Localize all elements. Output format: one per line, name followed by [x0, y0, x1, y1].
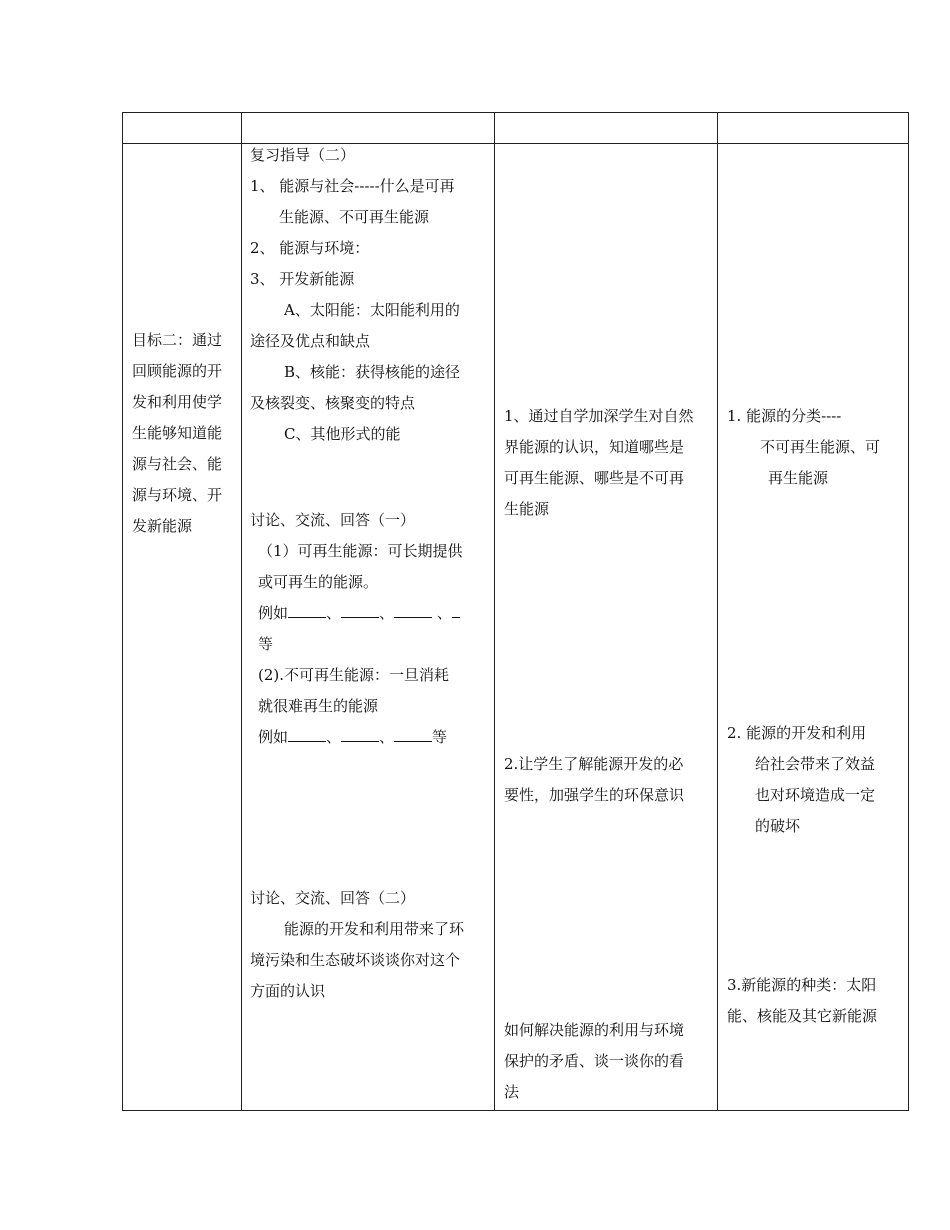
objective-2-line: 要性，加强学生的环保意识: [504, 786, 685, 804]
review-item-1: 1、 能源与社会-----什么是可再: [250, 177, 455, 195]
nonrenewable-definition: (2).不可再生能源：一旦消耗: [258, 666, 450, 684]
discussion-2-text-cont: 境污染和生态破坏谈谈你对这个: [250, 951, 461, 969]
solar-energy-line-cont: 途径及优点和缺点: [250, 332, 371, 350]
summary-1-line: 1. 能源的分类----: [727, 407, 842, 425]
objective-cell: [495, 144, 717, 1110]
goal-line: 源与环境、开: [132, 486, 223, 504]
fill-blank[interactable]: [288, 727, 326, 742]
summary-cell: [718, 144, 908, 1110]
objective-1-line: 界能源的认识，知道哪些是: [504, 438, 685, 456]
question-line: 法: [504, 1083, 520, 1101]
examples-prefix: 例如: [258, 604, 289, 622]
summary-2-line: 2. 能源的开发和利用: [727, 724, 867, 742]
separator: 、: [436, 604, 452, 622]
separator: 、: [326, 728, 342, 746]
nuclear-energy-line: B、核能：获得核能的途径: [284, 363, 461, 381]
examples-etc: 等: [258, 635, 274, 653]
objective-1-line: 1、通过自学加深学生对自然: [504, 407, 694, 425]
goal-cell: [123, 144, 241, 1110]
examples-prefix: 例如: [258, 728, 289, 746]
review-cell: [242, 144, 494, 1110]
fill-blank[interactable]: [341, 727, 379, 742]
other-energy-line: C、其他形式的能: [284, 425, 401, 443]
goal-line: 发和利用使学: [132, 393, 223, 411]
summary-1-line: 不可再生能源、可: [760, 438, 881, 456]
renewable-definition-cont: 或可再生的能源。: [258, 573, 379, 591]
summary-2-line: 也对环境造成一定: [755, 786, 876, 804]
fill-blank[interactable]: [394, 727, 432, 742]
separator: 、: [379, 604, 395, 622]
summary-1-line: 再生能源: [768, 469, 829, 487]
review-item-2: 2、 能源与环境：: [250, 239, 370, 257]
summary-3-line: 能、核能及其它新能源: [727, 1007, 878, 1025]
fill-blank[interactable]: [341, 603, 379, 618]
renewable-definition: （1）可再生能源：可长期提供: [258, 542, 463, 560]
discussion-1-title: 讨论、交流、回答（一）: [250, 511, 416, 529]
review-item-3: 3、 开发新能源: [250, 270, 355, 288]
summary-3-line: 3.新能源的种类：太阳: [727, 976, 877, 994]
objective-1-line: 生能源: [504, 500, 550, 518]
goal-line: 源与社会、能: [132, 455, 223, 473]
goal-line: 生能够知道能: [132, 424, 223, 442]
summary-2-line: 给社会带来了效益: [755, 755, 876, 773]
nuclear-energy-line-cont: 及核裂变、核聚变的特点: [250, 394, 416, 412]
goal-line: 回顾能源的开: [132, 362, 223, 380]
table-border-right: [908, 112, 909, 1111]
separator: 、: [379, 728, 395, 746]
renewable-examples: [258, 603, 460, 623]
question-line: 保护的矛盾、谈一谈你的看: [504, 1052, 685, 1070]
discussion-2-title: 讨论、交流、回答（二）: [250, 889, 416, 907]
fill-blank[interactable]: [394, 603, 432, 618]
review-item-1-cont: 生能源、不可再生能源: [279, 208, 430, 226]
objective-2-line: 2.让学生了解能源开发的必: [504, 755, 684, 773]
solar-energy-line: A、太阳能：太阳能利用的: [284, 301, 460, 319]
nonrenewable-examples: [258, 727, 447, 747]
separator: 、: [326, 604, 342, 622]
question-line: 如何解决能源的利用与环境: [504, 1021, 685, 1039]
objective-1-line: 可再生能源、哪些是不可再: [504, 469, 685, 487]
goal-line: 目标二：通过: [132, 331, 223, 349]
goal-line: 发新能源: [132, 517, 193, 535]
examples-etc: 等: [432, 728, 448, 746]
nonrenewable-definition-cont: 就很难再生的能源: [258, 697, 379, 715]
summary-2-line: 的破坏: [755, 817, 801, 835]
review-title: 复习指导（二）: [250, 146, 356, 164]
fill-blank[interactable]: [452, 603, 460, 618]
discussion-2-text-cont: 方面的认识: [250, 982, 326, 1000]
discussion-2-text: 能源的开发和利用带来了环: [284, 920, 465, 938]
fill-blank[interactable]: [288, 603, 326, 618]
